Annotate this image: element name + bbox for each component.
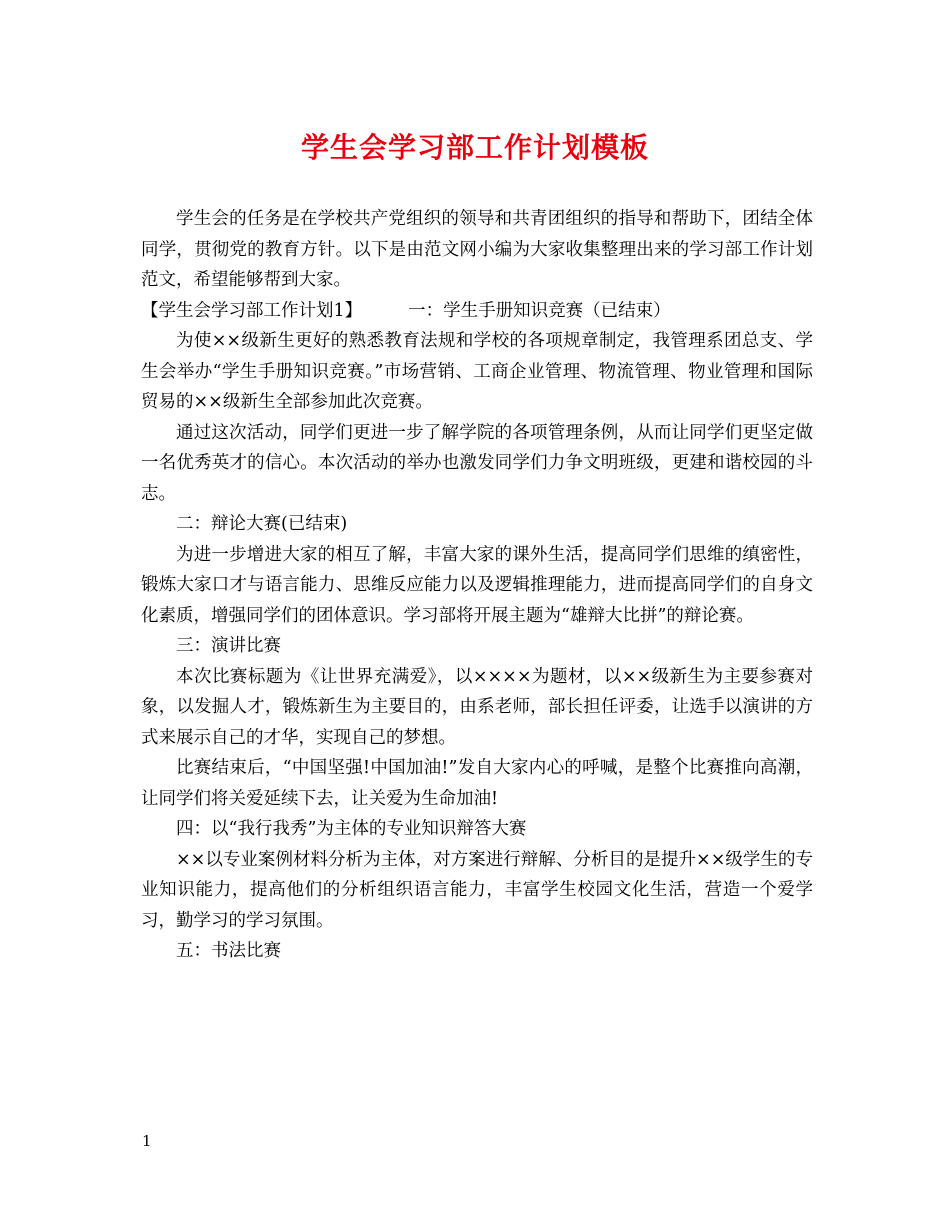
paragraph: ××以专业案例材料分析为主体，对方案进行辩解、分析目的是提升××级学生的专业知识能力，提高他们的分析组织语言能力，丰富学生校园文化生活，营造一个爱学习，勤学习的学习氛围。 bbox=[141, 849, 813, 931]
paragraph: 比赛结束后，“中国坚强!中国加油!”发自大家内心的呼喊，是整个比赛推向高潮，让同学们将关爱延续下去，让关爱为生命加油! bbox=[141, 758, 813, 809]
section-heading-1: 一：学生手册知识竞赛（已结束） bbox=[408, 300, 671, 321]
section-heading-2: 二：辩论大赛(已结束) bbox=[176, 514, 348, 534]
plan-label: 【学生会学习部工作计划1】 bbox=[141, 300, 363, 321]
section-heading-4: 四：以“我行我秀”为主体的专业知识辩答大赛 bbox=[176, 819, 527, 839]
paragraph: 本次比赛标题为《让世界充满爱》，以××××为题材，以××级新生为主要参赛对象，以发掘人才，锻炼新生为主要目的，由系老师，部长担任评委，让选手以演讲的方式来展示自己的才华，实现自己的梦想。 bbox=[141, 666, 813, 748]
paragraph: 为使××级新生更好的熟悉教育法规和学校的各项规章制定，我管理系团总支、学生会举办“学生手册知识竞赛。”市场营销、工商企业管理、物流管理、物业管理和国际贸易的××级新生全部参加此次竞赛。 bbox=[141, 331, 813, 412]
document-title: 学生会学习部工作计划模板 bbox=[300, 131, 649, 164]
plan-heading-line bbox=[141, 296, 813, 327]
intro-paragraph: 学生会的任务是在学校共产党组织的领导和共青团组织的指导和帮助下，团结全体同学，贯彻党的教育方针。以下是由范文网小编为大家收集整理出来的学习部工作计划范文，希望能够帮到大家。 bbox=[141, 209, 813, 290]
paragraph: 通过这次活动，同学们更进一步了解学院的各项管理条例，从而让同学们更坚定做一名优秀英才的信心。本次活动的举办也激发同学们力争文明班级，更建和谐校园的斗志。 bbox=[141, 422, 813, 504]
page-number: 1 bbox=[142, 1132, 152, 1150]
document-body bbox=[141, 204, 813, 967]
section-heading-5: 五：书法比赛 bbox=[176, 941, 281, 961]
section-heading-3: 三：演讲比赛 bbox=[176, 636, 281, 656]
paragraph: 为进一步增进大家的相互了解，丰富大家的课外生活，提高同学们思维的缜密性，锻炼大家口才与语言能力、思维反应能力以及逻辑推理能力，进而提高同学们的自身文化素质，增强同学们的团体意识。学习部将开展主题为“雄辩大比拼”的辩论赛。 bbox=[141, 544, 813, 626]
